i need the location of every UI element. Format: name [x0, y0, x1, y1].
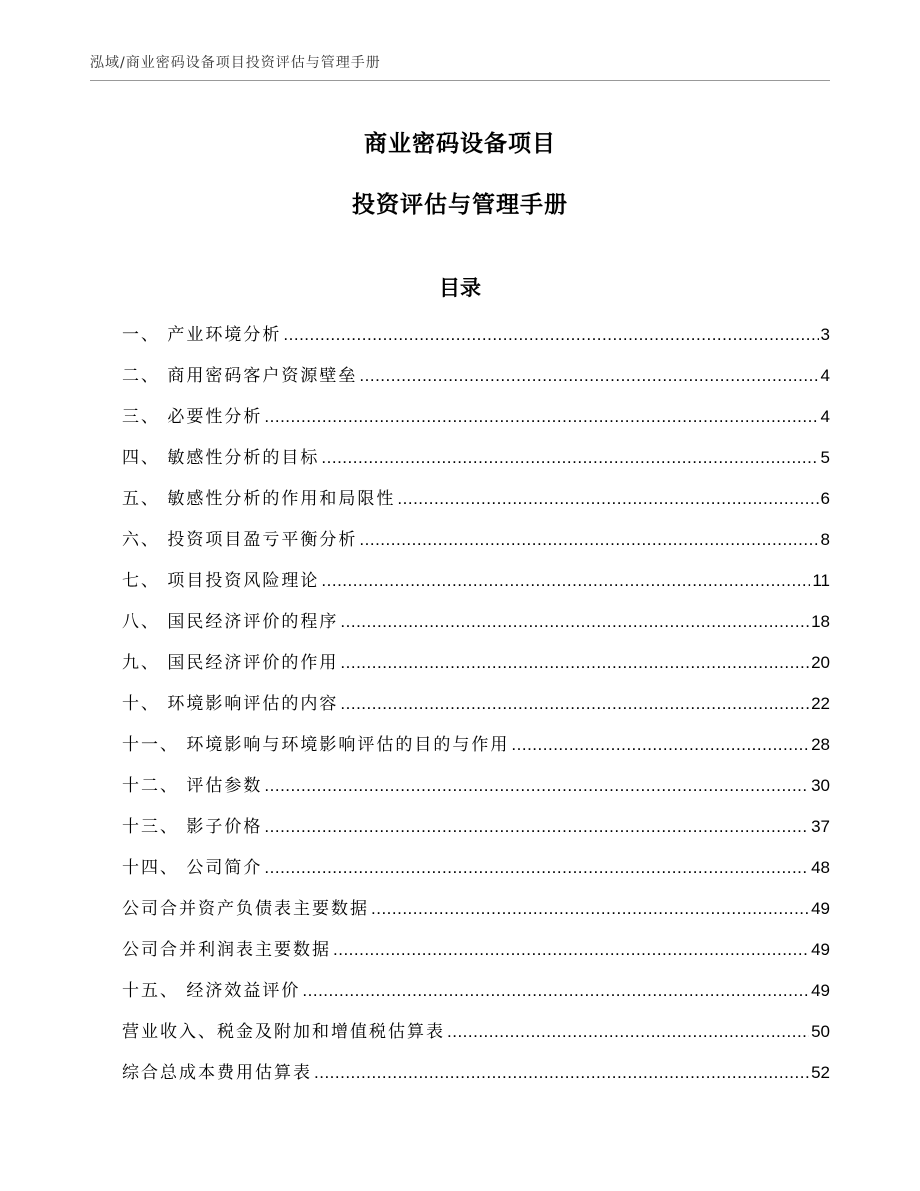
- document-title-line2: 投资评估与管理手册: [352, 192, 568, 218]
- toc-dot-leader: [283, 323, 818, 347]
- toc-entry-page: 49: [811, 899, 830, 918]
- toc-dot-leader: [321, 446, 818, 470]
- toc-dot-leader: [314, 1061, 809, 1085]
- toc-dot-leader: [264, 774, 809, 798]
- toc-entry-page: 11: [812, 571, 830, 590]
- toc-entry-page: 48: [811, 858, 830, 877]
- toc-dot-leader: [511, 733, 809, 757]
- toc-entry-label: 四、 敏感性分析的目标: [122, 448, 320, 468]
- toc-entry[interactable]: [122, 487, 830, 528]
- toc-entry-label: 十一、 环境影响与环境影响评估的目的与作用: [122, 735, 510, 755]
- toc-entry-page: 3: [820, 325, 830, 344]
- toc-dot-leader: [302, 979, 809, 1003]
- toc-dot-leader: [371, 897, 809, 921]
- toc-entry-label: 十、 环境影响评估的内容: [122, 694, 339, 714]
- toc-dot-leader: [397, 487, 818, 511]
- toc-entry[interactable]: [122, 897, 830, 938]
- toc-entry[interactable]: [122, 610, 830, 651]
- toc-entry-page: 49: [811, 940, 830, 959]
- toc-dot-leader: [340, 651, 809, 675]
- toc-entry-page: 52: [811, 1063, 830, 1082]
- toc-heading: 目录: [439, 276, 481, 300]
- toc-entry-page: 4: [820, 407, 830, 426]
- toc-dot-leader: [333, 938, 809, 962]
- toc-entry-page: 8: [820, 530, 830, 549]
- toc-dot-leader: [264, 405, 818, 429]
- toc-entry[interactable]: [122, 569, 830, 610]
- toc-entry[interactable]: [122, 856, 830, 897]
- toc-entry-label: 十二、 评估参数: [122, 776, 263, 796]
- header-divider: [90, 80, 830, 81]
- running-header: 泓域/商业密码设备项目投资评估与管理手册: [90, 55, 381, 71]
- toc-entry[interactable]: [122, 528, 830, 569]
- toc-dot-leader: [340, 692, 809, 716]
- toc-entry-label: 综合总成本费用估算表: [122, 1063, 312, 1083]
- toc-entry-label: 公司合并利润表主要数据: [122, 940, 331, 960]
- toc-entry-page: 18: [811, 612, 830, 631]
- toc-entry-page: 30: [811, 776, 830, 795]
- toc-entry-label: 十五、 经济效益评价: [122, 981, 301, 1001]
- toc-entry-page: 28: [811, 735, 830, 754]
- toc-entry-label: 十四、 公司简介: [122, 858, 263, 878]
- toc-entry-label: 二、 商用密码客户资源壁垒: [122, 366, 358, 386]
- toc-entry-page: 50: [811, 1022, 830, 1041]
- toc-entry-label: 九、 国民经济评价的作用: [122, 653, 339, 673]
- toc-entry[interactable]: [122, 774, 830, 815]
- toc-dot-leader: [447, 1020, 809, 1044]
- toc-entry[interactable]: [122, 733, 830, 774]
- toc-entry-label: 六、 投资项目盈亏平衡分析: [122, 530, 358, 550]
- toc-entry[interactable]: [122, 815, 830, 856]
- toc-entry[interactable]: [122, 405, 830, 446]
- toc-entry-page: 20: [811, 653, 830, 672]
- toc-dot-leader: [321, 569, 810, 593]
- toc-entry[interactable]: [122, 364, 830, 405]
- toc-entry[interactable]: [122, 938, 830, 979]
- toc-entry-label: 八、 国民经济评价的程序: [122, 612, 339, 632]
- toc-entry[interactable]: [122, 1061, 830, 1102]
- toc-entry-page: 5: [820, 448, 830, 467]
- toc-entry[interactable]: [122, 1020, 830, 1061]
- toc-entry-page: 4: [820, 366, 830, 385]
- toc-entry-label: 公司合并资产负债表主要数据: [122, 899, 369, 919]
- toc-entry-page: 6: [820, 489, 830, 508]
- toc-entry-label: 七、 项目投资风险理论: [122, 571, 320, 591]
- toc-entry[interactable]: [122, 446, 830, 487]
- toc-entry-label: 五、 敏感性分析的作用和局限性: [122, 489, 396, 509]
- toc-entry[interactable]: [122, 323, 830, 364]
- toc-entry[interactable]: [122, 651, 830, 692]
- toc-entry-page: 49: [811, 981, 830, 1000]
- toc-entry-label: 十三、 影子价格: [122, 817, 263, 837]
- toc-entry-label: 三、 必要性分析: [122, 407, 263, 427]
- toc-dot-leader: [264, 815, 809, 839]
- document-title-line1: 商业密码设备项目: [364, 131, 556, 157]
- toc-dot-leader: [340, 610, 809, 634]
- toc-entry-page: 22: [811, 694, 830, 713]
- toc-entry[interactable]: [122, 692, 830, 733]
- toc-entry[interactable]: [122, 979, 830, 1020]
- toc-entry-page: 37: [811, 817, 830, 836]
- toc-dot-leader: [264, 856, 809, 880]
- toc-dot-leader: [359, 528, 818, 552]
- toc-dot-leader: [359, 364, 818, 388]
- toc-entry-label: 营业收入、税金及附加和增值税估算表: [122, 1022, 445, 1042]
- toc-entry-label: 一、 产业环境分析: [122, 325, 282, 345]
- table-of-contents: [122, 323, 830, 1102]
